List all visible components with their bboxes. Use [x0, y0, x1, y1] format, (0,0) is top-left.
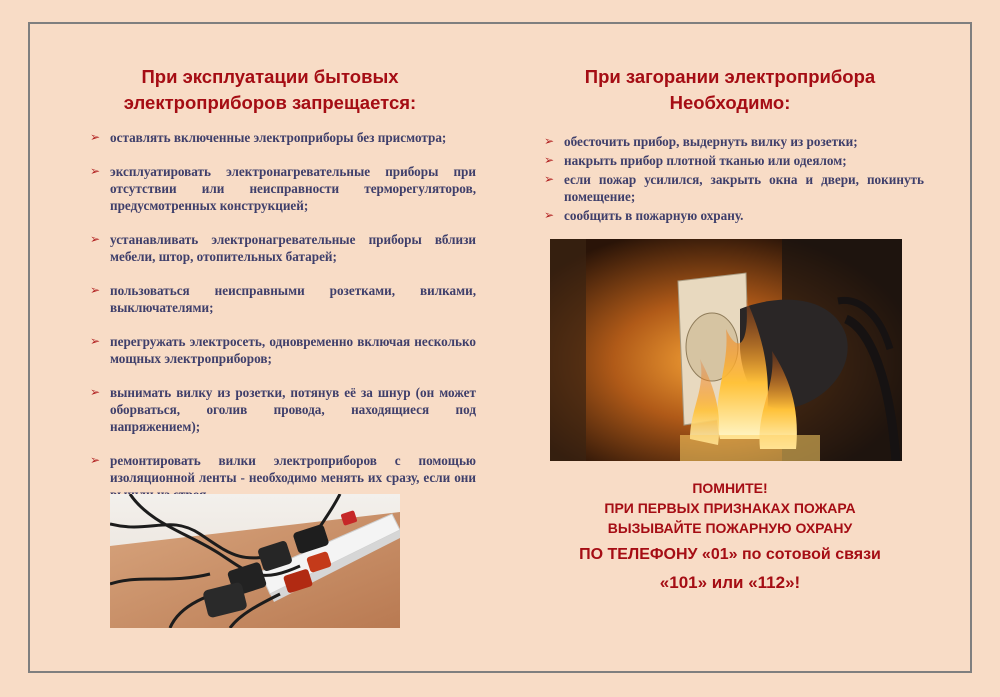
burning-socket-photo [550, 239, 902, 461]
instruction-item: ➢ обесточить прибор, выдернуть вилку из розетки; [544, 133, 924, 150]
remember-line2: ПРИ ПЕРВЫХ ПРИЗНАКАХ ПОЖАРА [604, 500, 856, 516]
instruction-item: ➢ если пожар усилился, закрыть окна и двери, покинуть помещение; [544, 171, 924, 205]
prohibition-item: ➢ пользоваться неисправными розетками, вилками, выключателями; [90, 282, 476, 316]
remember-line4: ПО ТЕЛЕФОНУ «01» по сотовой связи [579, 546, 881, 563]
remember-line3: ВЫЗЫВАЙТЕ ПОЖАРНУЮ ОХРАНУ [607, 520, 853, 536]
instruction-item: ➢ накрыть прибор плотной тканью или одеялом; [544, 152, 924, 169]
prohibition-item: ➢ оставлять включенные электроприборы без присмотра; [90, 129, 476, 146]
right-heading [520, 64, 940, 116]
left-heading-line1: При эксплуатации бытовых [141, 66, 399, 87]
instruction-item: ➢ сообщить в пожарную охрану. [544, 207, 924, 224]
left-heading [60, 64, 480, 116]
instructions-list [544, 133, 924, 226]
prohibitions-list [90, 129, 476, 520]
power-strip-photo [110, 494, 400, 628]
prohibition-item: ➢ перегружать электросеть, одновременно включая несколько мощных электроприборов; [90, 333, 476, 367]
remember-line1: ПОМНИТЕ! [692, 480, 768, 496]
remember-line5: «101» или «112»! [659, 573, 801, 592]
prohibition-item: ➢ эксплуатировать электронагревательные приборы при отсутствии или неисправности терморегуляторов, предусмотренных конструкцией; [90, 163, 476, 214]
remember-notice [520, 478, 940, 597]
prohibition-item: ➢ ремонтировать вилки электроприборов с помощью изоляционной ленты - необходимо менять их сразу, если они [90, 452, 476, 503]
left-heading-line2: электроприборов запрещается: [123, 92, 417, 113]
right-heading-line2: Необходимо: [669, 92, 791, 113]
prohibition-item: ➢ устанавливать электронагревательные приборы вблизи мебели, штор, отопительных батарей; [90, 231, 476, 265]
right-heading-line1: При загорании электроприбора [584, 66, 876, 87]
prohibition-item: ➢ вынимать вилку из розетки, потянув её за шнур (он может оборваться, оголив провода, находящиеся под напряжением); [90, 384, 476, 435]
